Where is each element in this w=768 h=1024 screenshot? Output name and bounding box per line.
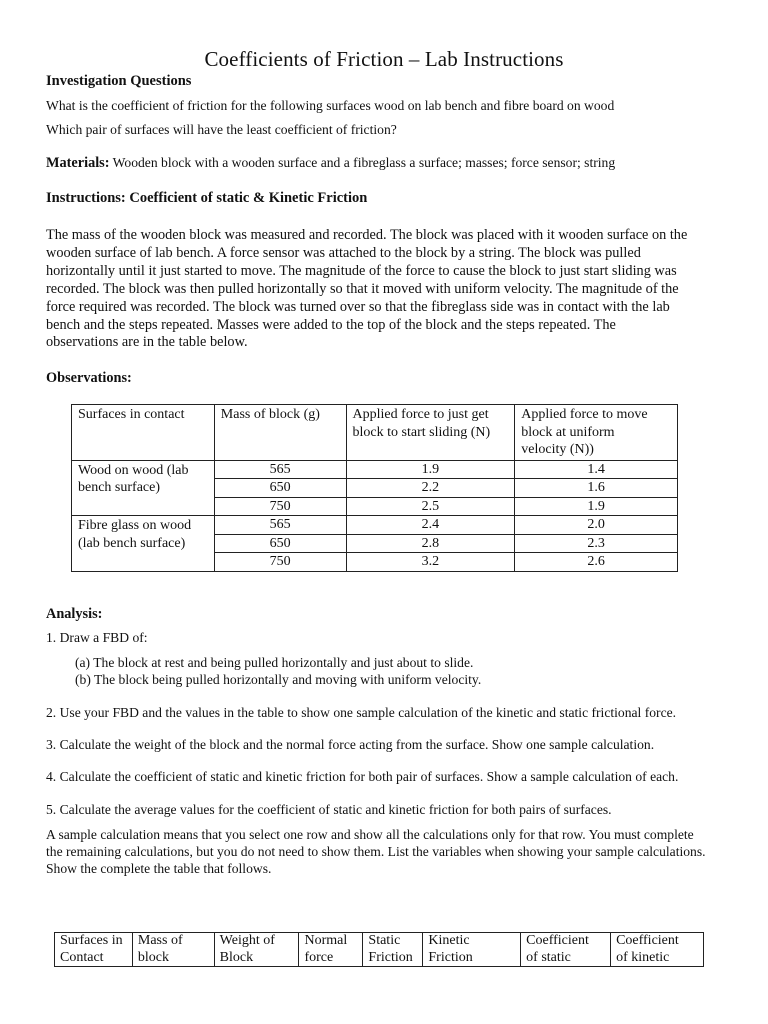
table-header-row: [72, 405, 678, 461]
mass-cell: 750: [214, 553, 346, 572]
calc-header-cell: Surfaces in Contact: [55, 933, 133, 967]
calc-header-cell: Normal force: [299, 933, 363, 967]
mass-cell: 750: [214, 497, 346, 516]
kinetic-cell: 1.9: [515, 497, 678, 516]
paragraph-line: wooden surface of lab bench. A force sensor was attached to the block by a string. The block was pulled: [46, 244, 641, 261]
analysis-item-1b: (b) The block being pulled horizontally and moving with uniform velocity.: [75, 672, 482, 687]
instructions-paragraph: [46, 227, 728, 352]
paragraph-line: observations are in the table below.: [46, 334, 248, 351]
sample-calculation-note: [46, 826, 728, 877]
analysis-heading: Analysis:: [46, 606, 103, 622]
mass-cell: 650: [214, 534, 346, 553]
paragraph-line: horizontally until it just started to move. The magnitude of the force to cause the block to just start sliding was: [46, 262, 677, 279]
calc-header-cell: Static Friction: [363, 933, 423, 967]
mass-cell: 565: [214, 516, 346, 535]
header-static-force: Applied force to just get block to start sliding (N): [346, 405, 515, 461]
static-cell: 2.2: [346, 479, 515, 498]
surface-cell-fibreglass: Fibre glass on wood (lab bench surface): [72, 516, 215, 572]
paragraph-line: The mass of the wooden block was measured and recorded. The block was placed with it wooden surface on the: [46, 227, 688, 243]
paragraph-line: bench and the steps repeated. Masses were added to the top of the block and the steps repeated. The: [46, 316, 616, 333]
kinetic-cell: 2.6: [515, 553, 678, 572]
mass-cell: 565: [214, 460, 346, 479]
kinetic-cell: 1.6: [515, 479, 678, 498]
analysis-item-4: 4. Calculate the coefficient of static and kinetic friction for both pair of surfaces. Show a sample calculation of each.: [46, 769, 679, 784]
page-title: Coefficients of Friction – Lab Instructions: [204, 47, 564, 71]
note-line: Show the complete the table that follows.: [46, 861, 272, 876]
table-row: [72, 460, 678, 479]
static-cell: 2.8: [346, 534, 515, 553]
analysis-item-5: 5. Calculate the average values for the coefficient of static and kinetic friction for both pairs of surfaces.: [46, 802, 612, 817]
materials-label: Materials:: [46, 155, 110, 171]
static-cell: 1.9: [346, 460, 515, 479]
investigation-question-1: What is the coefficient of friction for the following surfaces wood on lab bench and fibre board on wood: [46, 98, 615, 113]
calculation-table: [54, 932, 704, 967]
calc-header-cell: Kinetic Friction: [423, 933, 521, 967]
header-mass: Mass of block (g): [214, 405, 346, 461]
analysis-item-1: 1. Draw a FBD of:: [46, 630, 148, 645]
static-cell: 3.2: [346, 553, 515, 572]
surface-cell-wood: Wood on wood (lab bench surface): [72, 460, 215, 516]
investigation-question-2: Which pair of surfaces will have the least coefficient of friction?: [46, 122, 397, 137]
mass-cell: 650: [214, 479, 346, 498]
analysis-item-1a: (a) The block at rest and being pulled horizontally and just about to slide.: [75, 655, 474, 670]
note-line: A sample calculation means that you select one row and show all the calculations only for that row. You must complete: [46, 827, 694, 842]
materials-line: [46, 155, 615, 172]
static-cell: 2.5: [346, 497, 515, 516]
instructions-heading: Instructions: Coefficient of static & Kinetic Friction: [46, 190, 368, 206]
calc-header-cell: Mass of block: [132, 933, 214, 967]
calc-header-cell: Coefficient of static: [521, 933, 611, 967]
header-surfaces: Surfaces in contact: [72, 405, 215, 461]
analysis-item-3: 3. Calculate the weight of the block and the normal force acting from the surface. Show one sample calculation.: [46, 737, 655, 752]
kinetic-cell: 2.3: [515, 534, 678, 553]
kinetic-cell: 1.4: [515, 460, 678, 479]
calc-header-cell: Weight of Block: [214, 933, 299, 967]
investigation-heading: Investigation Questions: [46, 73, 192, 89]
kinetic-cell: 2.0: [515, 516, 678, 535]
note-line: the remaining calculations, but you do not need to show them. List the variables when showing your sample calculations.: [46, 844, 706, 859]
materials-text: Wooden block with a wooden surface and a fibreglass a surface; masses; force sensor; string: [112, 155, 616, 170]
observations-heading: Observations:: [46, 370, 132, 386]
table-row: [72, 516, 678, 535]
calc-header-cell: Coefficient of kinetic: [611, 933, 704, 967]
static-cell: 2.4: [346, 516, 515, 535]
observations-table: [71, 404, 678, 572]
header-kinetic-force: Applied force to move block at uniform velocity (N)): [515, 405, 678, 461]
calc-header-row: [55, 933, 704, 967]
paragraph-line: recorded. The block was then pulled horizontally so that it moved with uniform velocity. The magnitude of the: [46, 280, 679, 297]
paragraph-line: force required was recorded. The block was turned over so that the fibreglass side was in contact with the lab: [46, 298, 670, 315]
analysis-item-2: 2. Use your FBD and the values in the table to show one sample calculation of the kinetic and static frictional force.: [46, 705, 677, 720]
